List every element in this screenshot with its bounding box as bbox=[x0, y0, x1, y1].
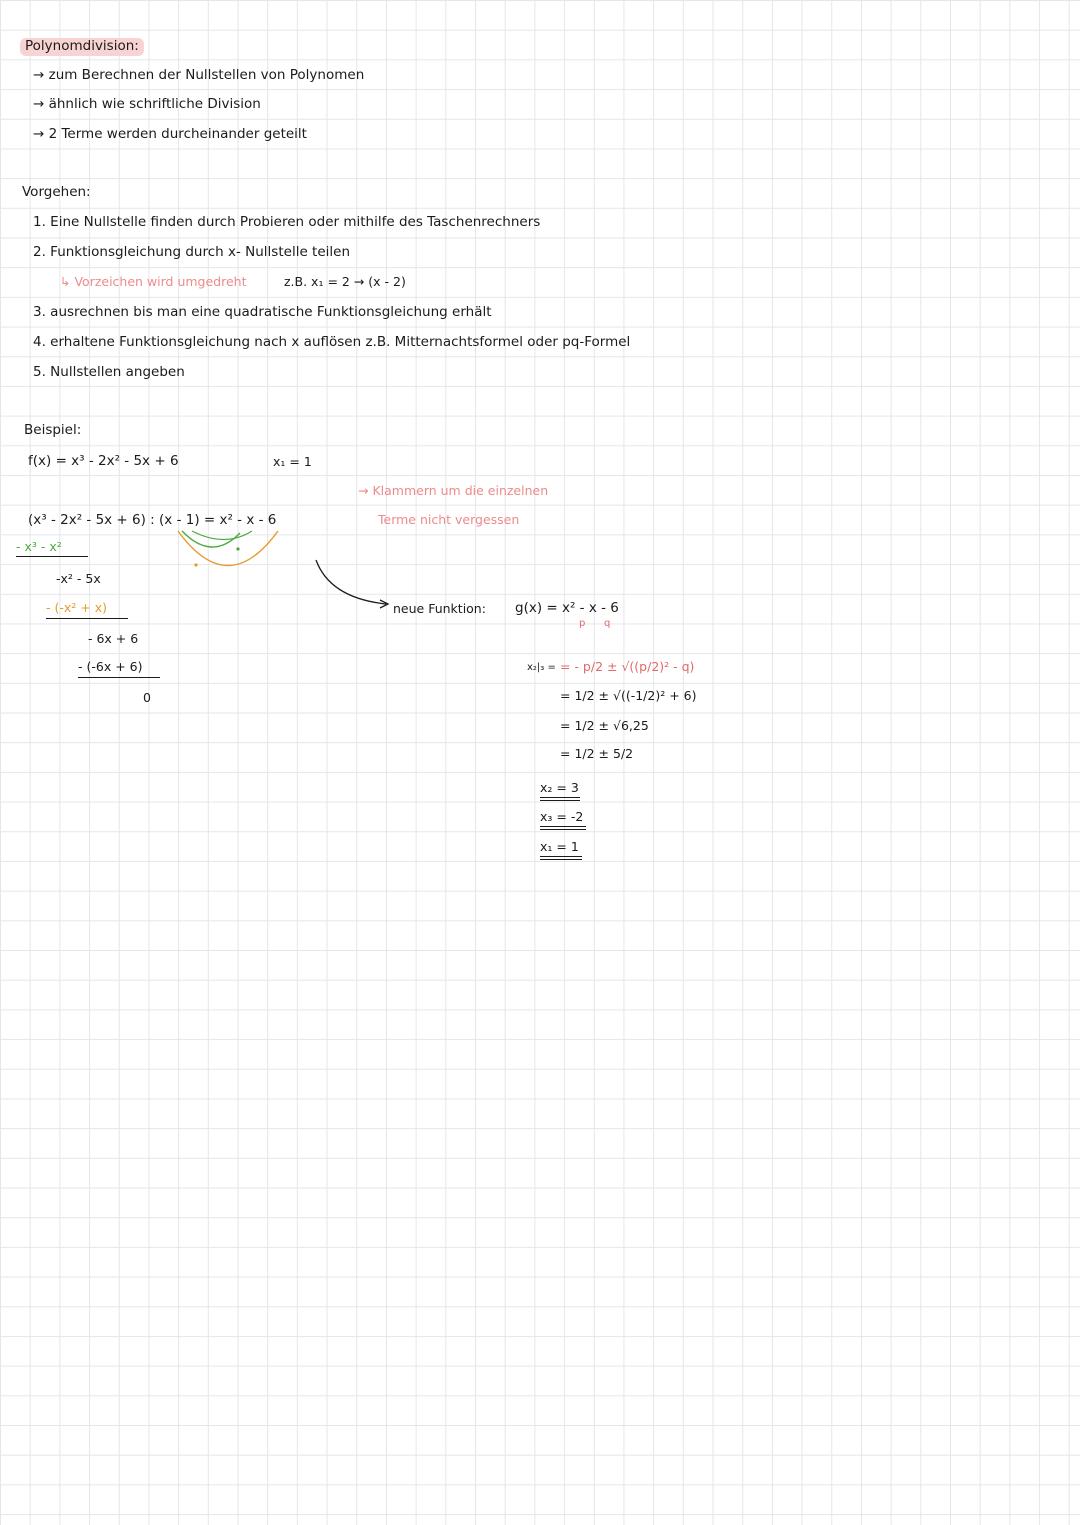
page-title: Polynomdivision: bbox=[20, 38, 144, 56]
procedure-heading: Vorgehen: bbox=[22, 184, 91, 200]
root-x1: x₁ = 1 bbox=[540, 839, 579, 854]
remainder-2: - 6x + 6 bbox=[88, 631, 139, 646]
new-function: g(x) = x² - x - 6 bbox=[515, 600, 619, 616]
remainder-final: 0 bbox=[143, 690, 151, 705]
root-x1-underline-2 bbox=[540, 859, 582, 860]
q-label: q bbox=[604, 618, 611, 629]
bullet-2: → ähnlich wie schriftliche Division bbox=[33, 96, 261, 112]
example-function: f(x) = x³ - 2x² - 5x + 6 bbox=[28, 453, 179, 469]
pq-line-2: = 1/2 ± √((-1/2)² + 6) bbox=[560, 688, 697, 703]
pq-lhs: x₂|₃ = bbox=[527, 662, 556, 673]
p-label: p bbox=[579, 618, 586, 629]
procedure-step-1: 1. Eine Nullstelle finden durch Probieren oder mithilfe des Taschenrechners bbox=[33, 214, 541, 230]
procedure-step-5: 5. Nullstellen angeben bbox=[33, 364, 185, 380]
root-x3-underline bbox=[540, 826, 586, 827]
division-line: (x³ - 2x² - 5x + 6) : (x - 1) = x² - x - 6 bbox=[28, 512, 277, 528]
pq-line-1: = - p/2 ± √((p/2)² - q) bbox=[560, 659, 695, 674]
sign-flip-example: z.B. x₁ = 2 → (x - 2) bbox=[284, 274, 406, 289]
first-root: x₁ = 1 bbox=[273, 454, 312, 469]
remainder-1: -x² - 5x bbox=[56, 571, 101, 586]
bracket-note-line-1: → Klammern um die einzelnen bbox=[358, 483, 549, 498]
bullet-1: → zum Berechnen der Nullstellen von Polynomen bbox=[33, 67, 365, 83]
pq-line-3: = 1/2 ± √6,25 bbox=[560, 718, 649, 733]
root-x2: x₂ = 3 bbox=[540, 780, 579, 795]
subtraction-step-3: - (-6x + 6) bbox=[78, 659, 143, 674]
bracket-note-line-2: Terme nicht vergessen bbox=[378, 512, 520, 527]
root-x3-underline-2 bbox=[540, 829, 586, 830]
root-x1-underline bbox=[540, 856, 582, 857]
root-x2-underline bbox=[540, 797, 580, 798]
root-x2-underline-2 bbox=[540, 800, 580, 801]
example-heading: Beispiel: bbox=[24, 422, 82, 438]
pq-line-4: = 1/2 ± 5/2 bbox=[560, 746, 634, 761]
procedure-step-4: 4. erhaltene Funktionsgleichung nach x auflösen z.B. Mitternachtsformel oder pq-Formel bbox=[33, 334, 631, 350]
procedure-step-3: 3. ausrechnen bis man eine quadratische Funktionsgleichung erhält bbox=[33, 304, 492, 320]
bullet-3: → 2 Terme werden durcheinander geteilt bbox=[33, 126, 307, 142]
new-function-label: neue Funktion: bbox=[393, 601, 486, 616]
procedure-step-2: 2. Funktionsgleichung durch x- Nullstelle teilen bbox=[33, 244, 350, 260]
subtraction-step-1: - x³ - x² bbox=[16, 539, 62, 554]
sign-flip-note: ↳ Vorzeichen wird umgedreht bbox=[60, 274, 247, 289]
root-x3: x₃ = -2 bbox=[540, 809, 584, 824]
subtraction-step-2: - (-x² + x) bbox=[46, 600, 107, 615]
